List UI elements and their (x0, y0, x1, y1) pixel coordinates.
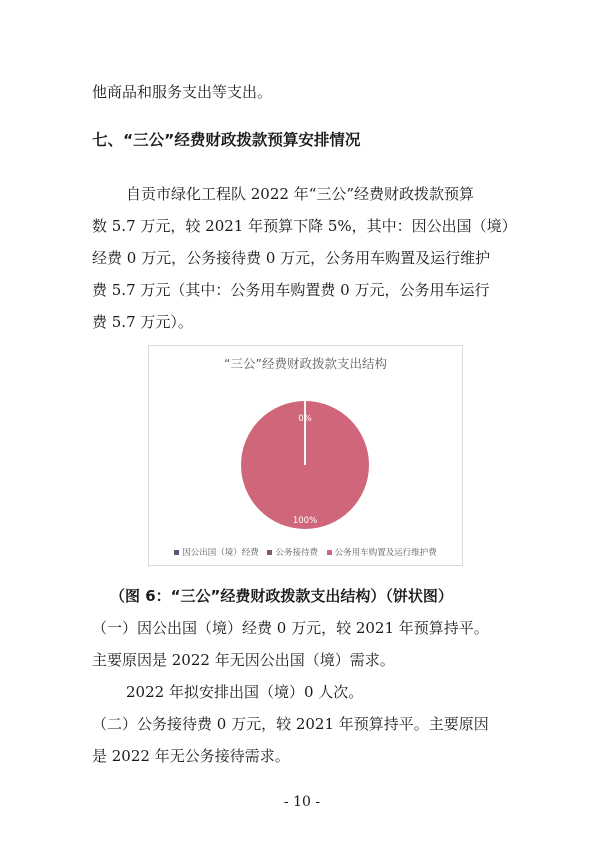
paragraph-line: （一）因公出国（境）经费 0 万元，较 2021 年预算持平。 (92, 619, 489, 637)
paragraph-line: 是 2022 年无公务接待需求。 (92, 747, 290, 765)
page-number: - 10 - (283, 794, 321, 810)
legend-swatch (327, 550, 332, 555)
paragraph-line: 经费 0 万元，公务接待费 0 万元，公务用车购置及运行维护 (92, 249, 491, 267)
data-label: 0% (298, 414, 312, 424)
paragraph-line: 2022 年拟安排出国（境）0 人次。 (126, 683, 364, 701)
paragraph-line: 数 5.7 万元，较 2021 年预算下降 5%，其中：因公出国（境） (92, 217, 517, 235)
paragraph-line: 自贡市绿化工程队 2022 年“三公”经费财政拨款预算 (126, 185, 475, 203)
pie-chart (148, 345, 463, 566)
legend-label: 公务用车购置及运行维护费 (334, 548, 437, 558)
data-label: 100% (292, 516, 318, 526)
paragraph-line: （二）公务接待费 0 万元，较 2021 年预算持平。主要原因 (92, 715, 489, 733)
section-heading: 七、“三公”经费财政拨款预算安排情况 (92, 131, 361, 149)
legend-label: 公务接待费 (275, 548, 318, 558)
legend-swatch (174, 550, 179, 555)
legend-item (267, 546, 318, 558)
chart-legend (149, 546, 462, 558)
paragraph-line: 主要原因是 2022 年无因公出国（境）需求。 (92, 651, 395, 669)
text-line: 他商品和服务支出等支出。 (92, 83, 273, 101)
pie-plot (149, 366, 462, 561)
figure-caption: （图 6：“三公”经费财政拨款支出结构）（饼状图） (110, 587, 453, 605)
paragraph-line: 费 5.7 万元（其中：公务用车购置费 0 万元，公务用车运行 (92, 281, 490, 299)
legend-swatch (267, 550, 272, 555)
legend-item (327, 546, 437, 558)
chart-title: “三公”经费财政拨款支出结构 (224, 356, 387, 371)
legend-item (174, 546, 259, 558)
paragraph-line: 费 5.7 万元）。 (92, 313, 193, 331)
legend-label: 因公出国（境）经费 (182, 548, 259, 558)
